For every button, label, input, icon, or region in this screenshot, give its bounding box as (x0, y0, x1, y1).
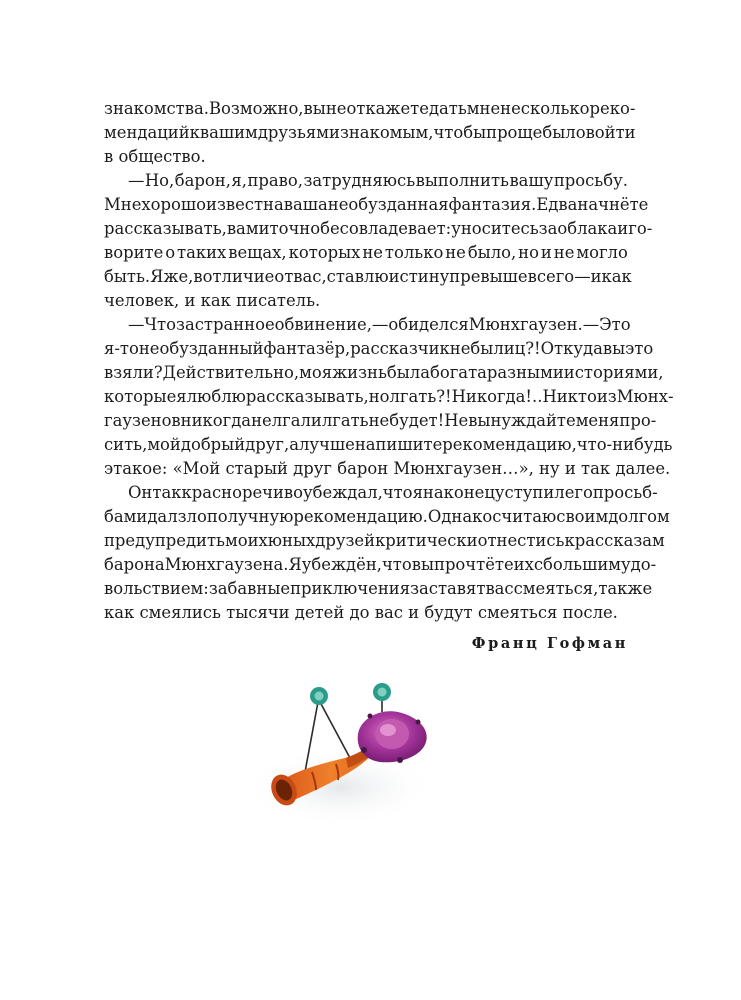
text-line: быть. Я же, в отличие от вас, ставлю истину превыше всего — и как (104, 267, 632, 286)
text-line: Он так красноречиво убеждал, что я наконец уступил его просьб- (128, 483, 658, 502)
text-line: мендаций к вашим друзьям и знакомым, чтобы проще было войти (104, 123, 636, 142)
text-line: бам и дал злополучную рекомендацию. Однако считаю своим долгом (104, 507, 670, 526)
text-line: вольствием: забавные приключения заставят вас смеяться, так же (104, 579, 653, 598)
text-line: Мне хорошо известна ваша необузданная фантазия. Едва начнёте (104, 195, 649, 214)
text-line: человек, и как писатель. (104, 291, 321, 310)
text-line: рассказывать, вами точно бес овладевает: уноситесь за облака и го- (104, 219, 653, 238)
author-signature: Франц Гофман (471, 635, 628, 652)
text-line: этакое: «Мой старый друг барон Мюнхгаузен…», ну и так далее. (104, 459, 671, 478)
illustration (250, 672, 450, 822)
text-line: сить, мой добрый друг, а лучше напишите рекомендацию, что-нибудь (104, 435, 673, 454)
text-line: барона Мюнхгаузена. Я убеждён, что вы прочтёте их с большим удо- (104, 555, 657, 574)
text-line: взяли? Действительно, моя жизнь была богата разными историями, (104, 363, 664, 382)
text-line: в общество. (104, 147, 206, 166)
text-line: гаузенов никогда не лгал и лгать не будет! Не вынуждайте меня про- (104, 411, 657, 430)
text-line: я-то необузданный фантазёр, рассказчик небылиц?! Откуда вы это (104, 339, 654, 358)
text-line: знакомства. Возможно, вы не откажете дать мне несколько реко- (104, 99, 636, 118)
body-text (104, 97, 674, 625)
text-line: — Что за странное обвинение, — обиделся Мюнхгаузен. — Это (128, 315, 631, 334)
text-line: предупредить моих юных друзей критически отнестись к рассказам (104, 531, 665, 550)
text-line: как смеялись тысячи детей до вас и будут смеяться после. (104, 603, 618, 622)
text-line: ворите о таких вещах, которых не только не было, но и не могло (104, 243, 628, 262)
text-line: — Но, барон, я, право, затрудняюсь выполнить вашу просьбу. (128, 171, 628, 190)
text-line: которые я люблю рассказывать, но лгать?! Никогда!.. Никто из Мюнх- (104, 387, 674, 406)
purple-hat-icon (358, 683, 427, 763)
